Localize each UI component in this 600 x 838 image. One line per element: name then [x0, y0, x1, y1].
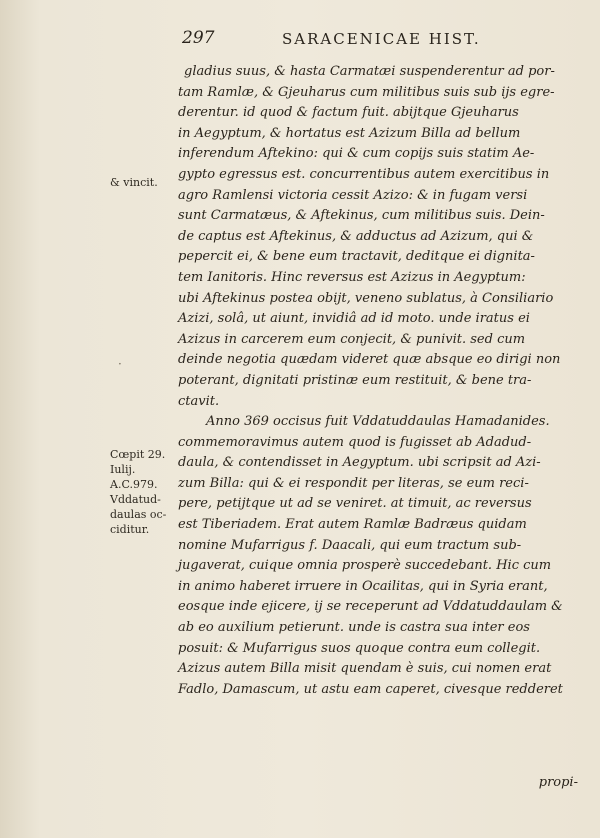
text-line: sunt Carmatæus, & Aftekinus, cum militibus suis. Dein- — [178, 208, 545, 224]
text-line: ab eo auxilium petierunt. unde is castra sua inter eos — [178, 620, 530, 636]
text-line: jugaverat, cuique omnia prosperè succedebant. Hic cum — [178, 558, 552, 574]
margin-note-vincit: & vincit. — [110, 176, 158, 189]
text-line: gladius suus, & hasta Carmatæi suspenderentur ad por- — [184, 64, 555, 79]
text-line: zum Billa: qui & ei respondit per literas, se eum reci- — [178, 475, 529, 491]
text-line: eosque inde ejicere, ij se receperunt ad Vddatuddaulam & — [178, 599, 563, 615]
catchword: propi- — [538, 775, 578, 790]
text-line: posuit: & Mufarrigus suos quoque contra eum collegit. — [178, 640, 541, 656]
text-line: agro Ramlensi victoria cessit Azizo: & in fugam versi — [178, 187, 528, 203]
text-line: in animo haberet irruere in Ocailitas, qui in Syria erant, — [178, 578, 548, 594]
text-line: poterant, dignitati pristinæ eum restituit, & bene tra- — [178, 372, 532, 388]
text-line: tam Ramlæ, & Gjeuharus cum militibus suis sub ijs egre- — [178, 84, 555, 100]
text-line: nomine Mufarrigus f. Daacali, qui eum tractum sub- — [178, 537, 522, 553]
text-line: inferendum Aftekino: qui & cum copijs suis statim Ae- — [178, 146, 535, 162]
margin-note-line: A.C.979. — [110, 478, 158, 491]
text-line: pere, petijtque ut ad se veniret. at timuit, ac reversus — [178, 496, 532, 512]
page-header — [182, 28, 582, 56]
text-line: derentur. id quod & factum fuit. abijtque Gjeuharus — [178, 105, 519, 121]
text-line: deinde negotia quædam videret quæ absque eo dirigi non — [178, 352, 561, 368]
margin-note-line: Iulij. — [110, 463, 136, 476]
text-line: Fadlo, Damascum, ut astu eam caperet, civesque redderet — [178, 681, 563, 697]
text-line: pepercit ei, & bene eum tractavit, deditque ei dignita- — [178, 249, 535, 265]
text-line: ubi Aftekinus postea obijt, veneno sublatus, à Consiliario — [178, 290, 554, 306]
page-number: 297 — [182, 28, 215, 48]
text-line: in Aegyptum, & hortatus est Azizum Billa ad bellum — [178, 125, 521, 141]
running-head: SARACENICAE HIST. — [282, 30, 481, 48]
text-line: commemoravimus autem quod is fugisset ab Adadud- — [178, 434, 532, 450]
text-line: gypto egressus est. concurrentibus autem exercitibus in — [178, 166, 550, 182]
text-line: Azizus autem Billa misit quendam è suis, cui nomen erat — [178, 661, 552, 677]
text-line: Anno 369 occisus fuit Vddatuddaulas Hamadanides. — [206, 414, 550, 430]
margin-note-line: ciditur. — [110, 523, 150, 536]
text-line: ctavit. — [178, 393, 220, 409]
margin-note-line: daulas oc- — [110, 508, 167, 521]
text-line: Azizi, solâ, ut aiunt, invidiâ ad id moto. unde iratus ei — [178, 311, 530, 327]
margin-dot: · — [118, 357, 122, 371]
margin-note-coepit — [110, 447, 180, 537]
text-line: de captus est Aftekinus, & adductus ad Azizum, qui & — [178, 228, 534, 244]
margin-note-line: Vddatud- — [110, 493, 161, 506]
text-line: Azizus in carcerem eum conjecit, & punivit. sed cum — [178, 331, 526, 347]
text-line: daula, & contendisset in Aegyptum. ubi scripsit ad Azi- — [178, 455, 541, 471]
text-line: est Tiberiadem. Erat autem Ramlæ Badræus quidam — [178, 517, 527, 533]
main-text — [178, 62, 580, 700]
text-line: tem Ianitoris. Hinc reversus est Azizus in Aegyptum: — [178, 269, 526, 285]
margin-note-line: Cœpit 29. — [110, 448, 166, 461]
